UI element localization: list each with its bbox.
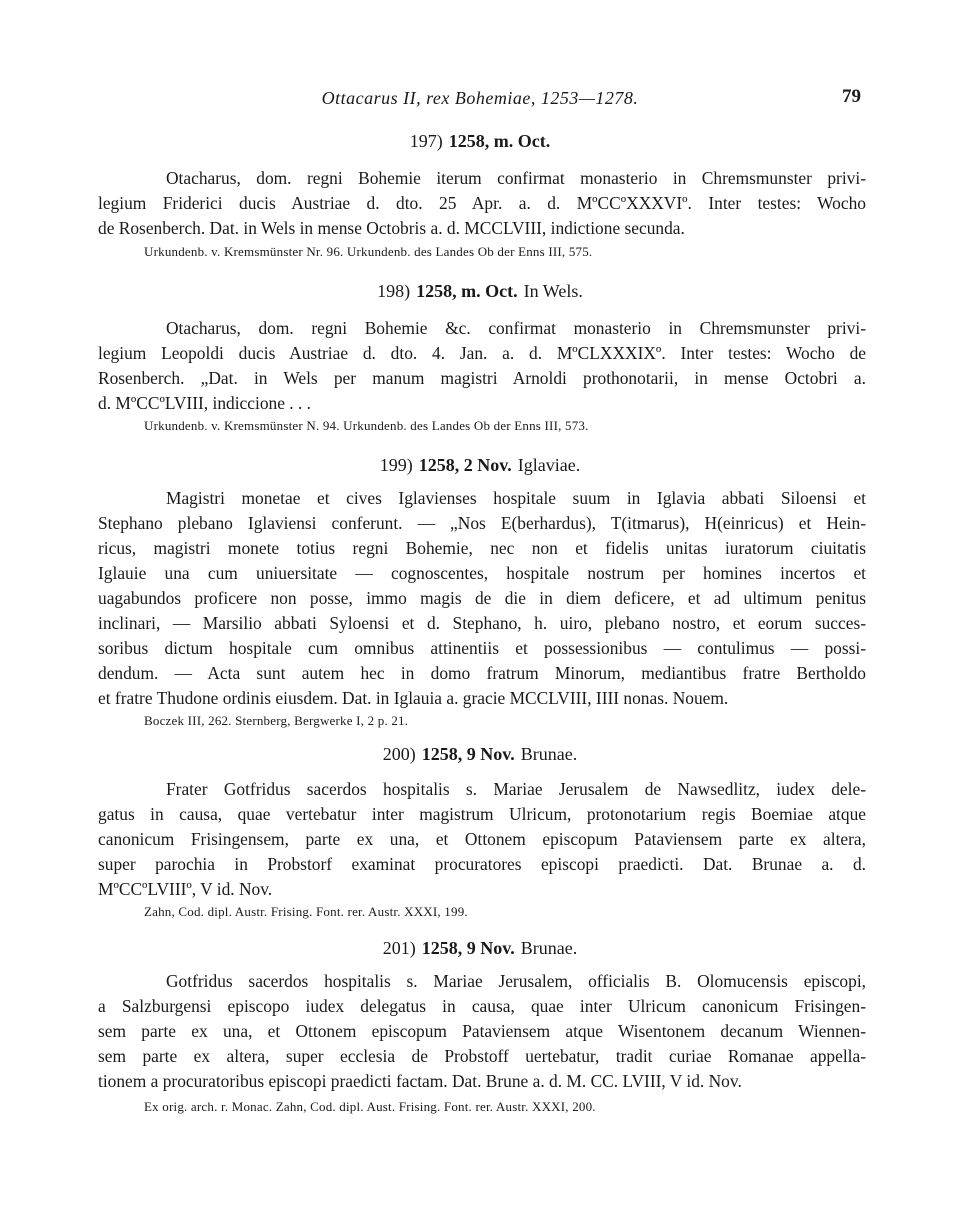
entry-text-line: legium Leopoldi ducis Austriae d. dto. 4. Jan. a. d. MºCLXXXIXº. Inter testes: Wocho de [98, 343, 866, 363]
entry-text-line: gatus in causa, quae vertebatur inter magistrum Ulricum, protonotarium regis Boemiae atque [98, 804, 866, 824]
entry-number: 199) [379, 455, 413, 475]
entry-text-line: Gotfridus sacerdos hospitalis s. Mariae Jerusalem, officialis B. Olomucensis episcopi, [166, 971, 866, 991]
entry-text-line: super parochia in Probstorf examinat procuratores episcopi praedicti. Dat. Brunae a. d. [98, 854, 866, 874]
source-citation: Boczek III, 262. Sternberg, Bergwerke I, 2 p. 21. [144, 713, 409, 728]
entry-date: 1258, m. Oct. [416, 281, 518, 301]
entry-text-line: Iglauie una cum uniuersitate — cognoscentes, hospitale nostrum per homines incertos et [98, 563, 866, 583]
entry-heading [0, 455, 960, 476]
entry-place: Iglaviae. [517, 455, 581, 475]
entry-date: 1258, 9 Nov. [421, 744, 515, 764]
entry-text-line: sem parte ex una, et Ottonem episcopum Pataviensem atque Wisentonem decanum Wiennen- [98, 1021, 866, 1041]
entry-text-line: et fratre Thudone ordinis eiusdem. Dat. in Iglauia a. gracie MCCLVIII, IIII nonas. Nouem. [98, 688, 729, 708]
entry-heading [0, 131, 960, 152]
entry-number: 200) [382, 744, 416, 764]
entry-number: 198) [377, 281, 411, 301]
entry-place: In Wels. [523, 281, 583, 301]
entry-date: 1258, 9 Nov. [421, 938, 515, 958]
entry-text-line: sem parte ex altera, super ecclesia de Probstoff uertebatur, tradit curiae Romanae appella- [98, 1046, 866, 1066]
entry-text-line: Rosenberch. „Dat. in Wels per manum magistri Arnoldi prothonotarii, in mense Octobri a. [98, 368, 866, 388]
entry-text-line: Otacharus, dom. regni Bohemie &c. confirmat monasterio in Chremsmunster privi- [166, 318, 866, 338]
entry-text-line: MºCCºLVIIIº, V id. Nov. [98, 879, 273, 899]
entry-date: 1258, m. Oct. [448, 131, 551, 151]
source-citation: Urkundenb. v. Kremsmünster N. 94. Urkundenb. des Landes Ob der Enns III, 573. [144, 418, 589, 433]
entry-text-line: inclinari, — Marsilio abbati Syloensi et d. Stephano, h. uiro, plebano nostro, et eorum succes- [98, 613, 866, 633]
entry-text-line: legium Friderici ducis Austriae d. dto. 25 Apr. a. d. MºCCºXXXVIº. Inter testes: Wocho [98, 193, 866, 213]
entry-place: Brunae. [520, 938, 578, 958]
entry-number: 197) [409, 131, 443, 151]
running-title: Ottacarus II, rex Bohemiae, 1253—1278. [321, 88, 639, 108]
entry-number: 201) [382, 938, 416, 958]
entry-heading [0, 281, 960, 302]
entry-text-line: Frater Gotfridus sacerdos hospitalis s. Mariae Jerusalem de Nawsedlitz, iudex dele- [166, 779, 866, 799]
entry-text-line: canonicum Frisingensem, parte ex una, et Ottonem episcopum Pataviensem parte ex altera, [98, 829, 866, 849]
entry-text-line: de Rosenberch. Dat. in Wels in mense Octobris a. d. MCCLVIII, indictione secunda. [98, 218, 685, 238]
entry-text-line: a Salzburgensi episcopo iudex delegatus in causa, quae inter Ulricum canonicum Frisingen- [98, 996, 866, 1016]
source-citation: Zahn, Cod. dipl. Austr. Frising. Font. rer. Austr. XXXI, 199. [144, 904, 468, 919]
entry-heading [0, 938, 960, 959]
entry-text-line: uagabundos proficere non posse, immo magis de die in diem deficere, et ad ultimum penitus [98, 588, 866, 608]
page-number: 79 [842, 86, 861, 107]
entry-heading [0, 744, 960, 765]
source-citation: Ex orig. arch. r. Monac. Zahn, Cod. dipl. Aust. Frising. Font. rer. Austr. XXXI, 200. [144, 1099, 596, 1114]
entry-text-line: ricus, magistri monete totius regni Bohemie, nec non et fidelis unitas iuratorum ciuitatis [98, 538, 866, 558]
entry-text-line: dendum. — Acta sunt autem hec in domo fratrum Minorum, mediantibus fratre Bertholdo [98, 663, 866, 683]
entry-text-line: Stephano plebano Iglaviensi conferunt. — „Nos E(berhardus), T(itmarus), H(einricus) et Hein- [98, 513, 866, 533]
entry-place: Brunae. [520, 744, 578, 764]
entry-text-line: soribus dictum hospitale cum omnibus attinentiis et possessionibus — contulimus — possi- [98, 638, 866, 658]
entry-text-line: tionem a procuratoribus episcopi praedicti factam. Dat. Brune a. d. M. CC. LVIII, V id. Nov. [98, 1071, 742, 1091]
entry-text-line: d. MºCCºLVIII, indiccione . . . [98, 393, 312, 413]
entry-text-line: Otacharus, dom. regni Bohemie iterum confirmat monasterio in Chremsmunster privi- [166, 168, 866, 188]
source-citation: Urkundenb. v. Kremsmünster Nr. 96. Urkundenb. des Landes Ob der Enns III, 575. [144, 244, 593, 259]
entry-date: 1258, 2 Nov. [418, 455, 512, 475]
entry-text-line: Magistri monetae et cives Iglavienses hospitale suum in Iglavia abbati Siloensi et [166, 488, 866, 508]
